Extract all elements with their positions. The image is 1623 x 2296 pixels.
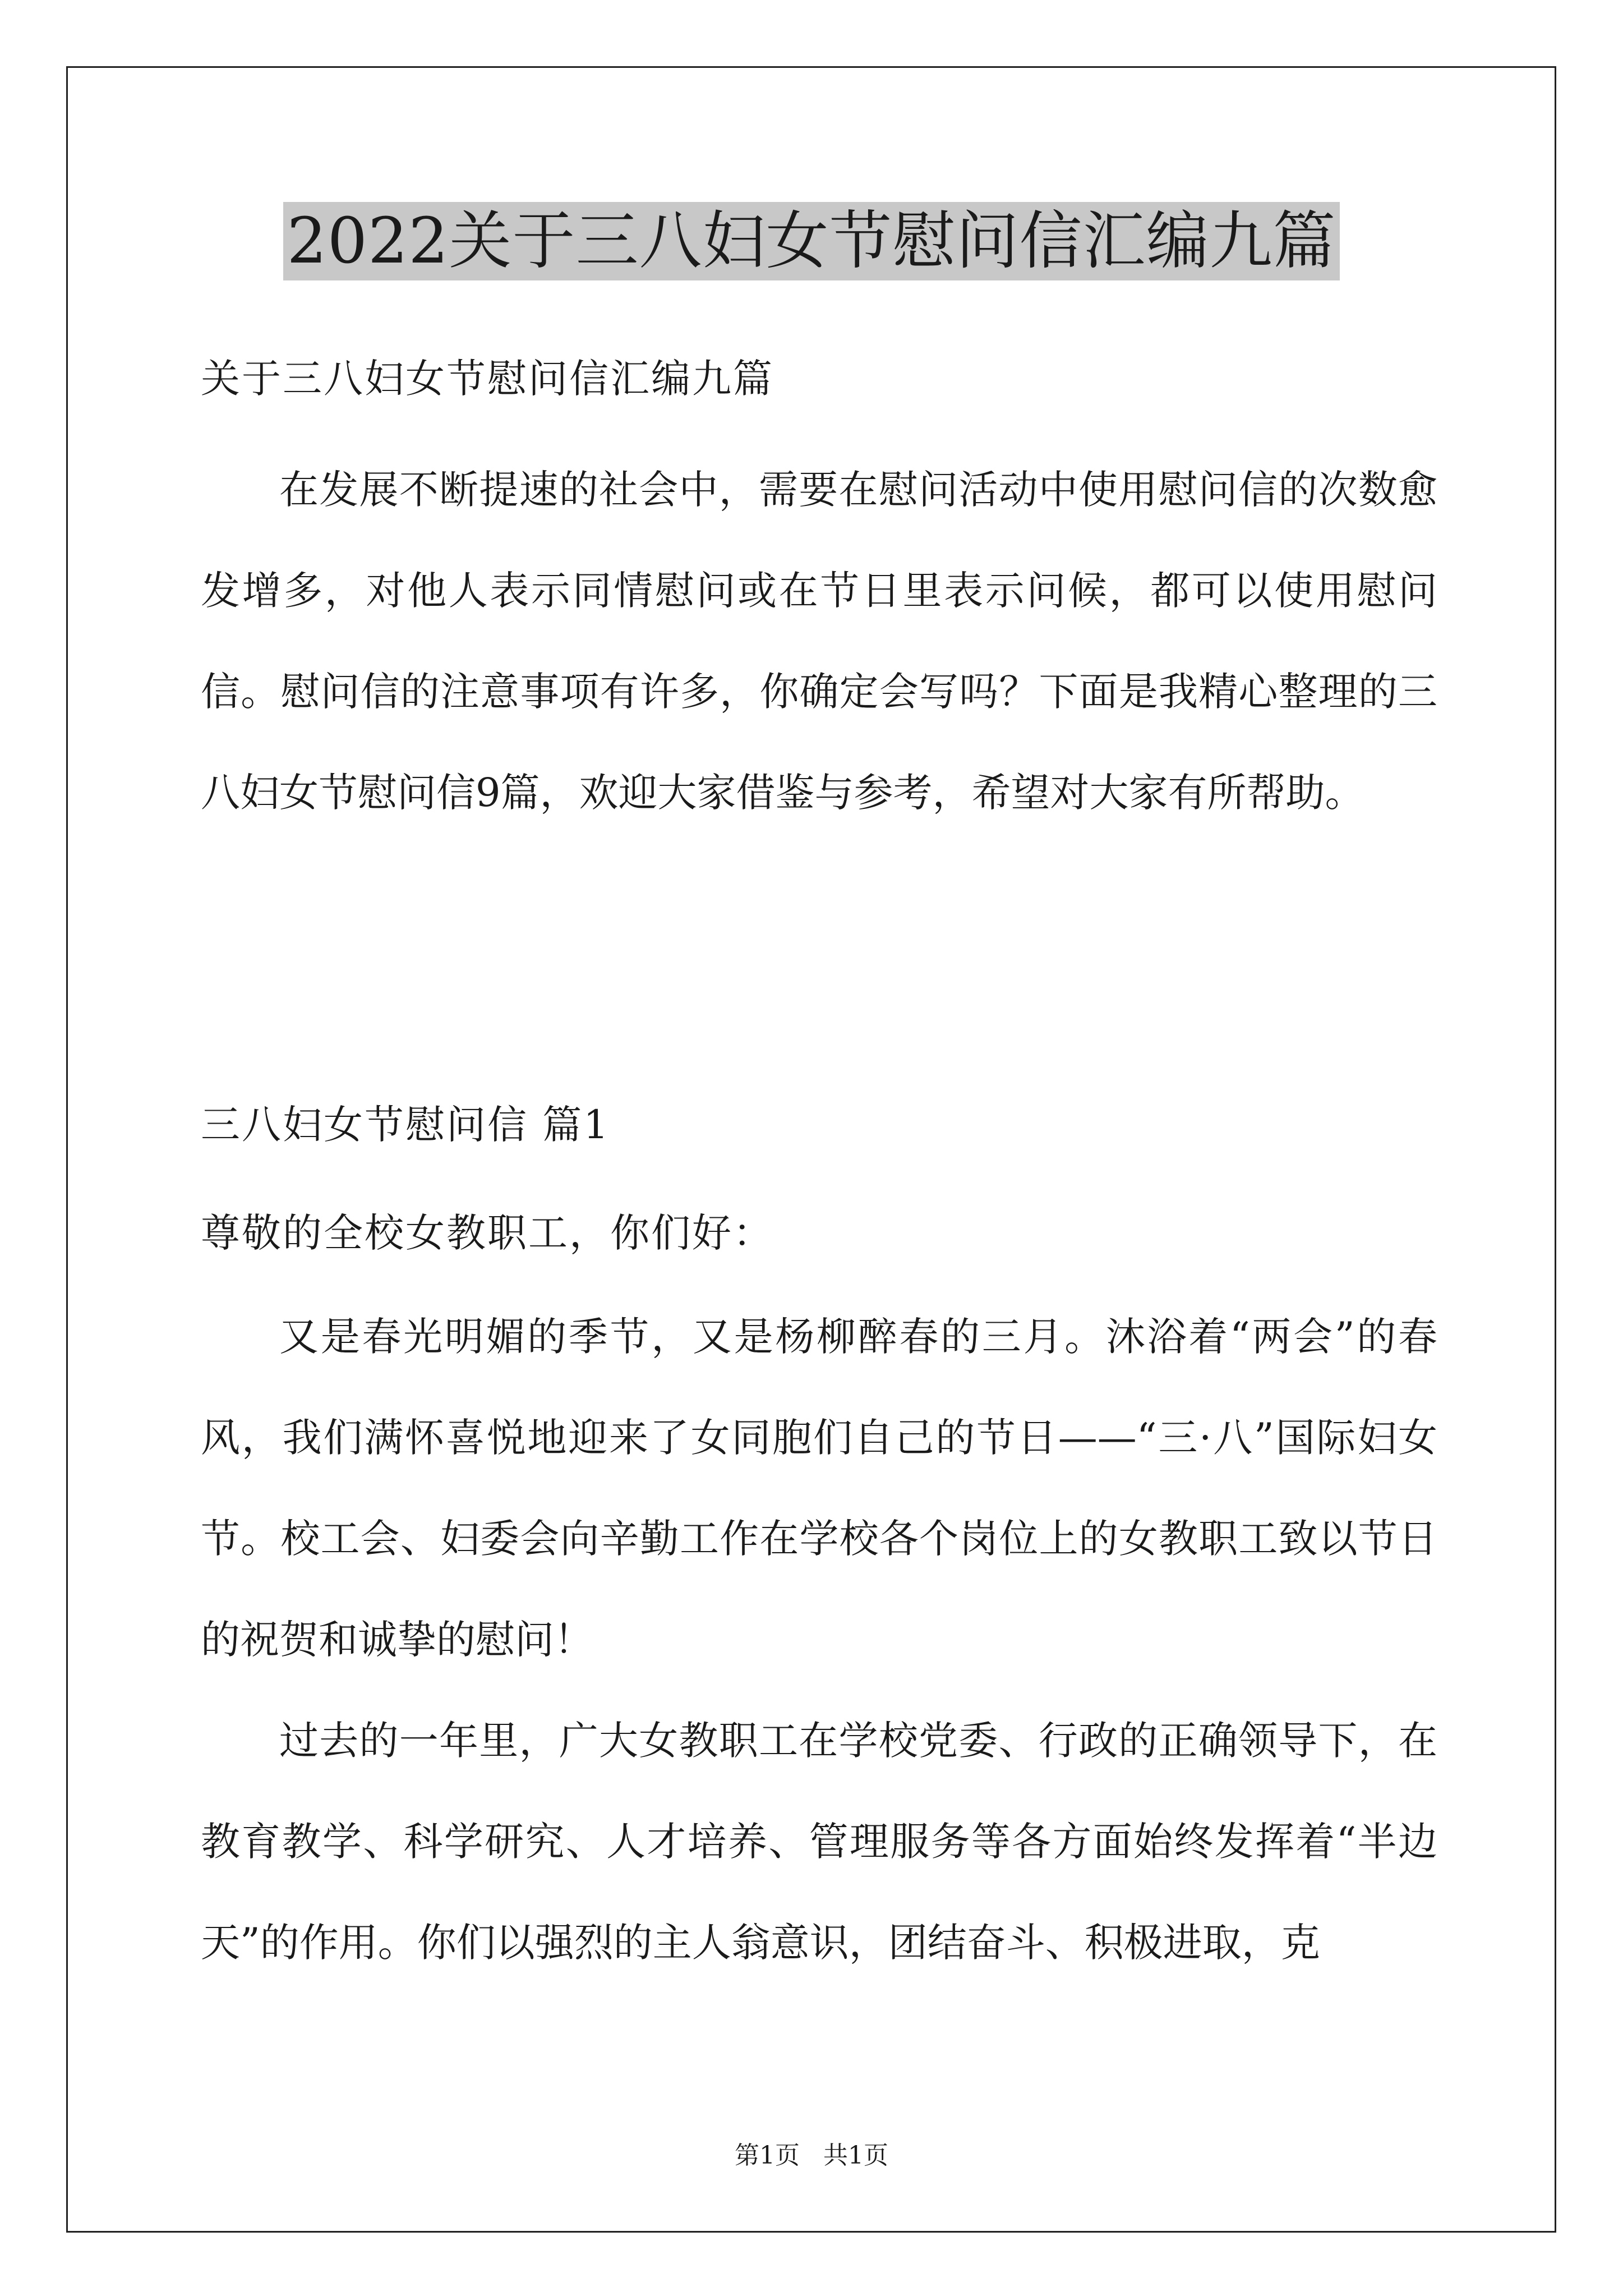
paragraph-1: 又是春光明媚的季节，又是杨柳醉春的三月。沐浴着“两会”的春风，我们满怀喜悦地迎来了女同胞们自己的节日——“三·八”国际妇女节。校工会、妇委会向辛勤工作在学校各个岗位上的女教职工致以节日的祝贺和诚挚的慰问！ xyxy=(201,1314,1437,1663)
section-heading: 三八妇女节慰问信 篇1 xyxy=(201,1102,610,1148)
paragraph-2: 过去的一年里，广大女教职工在学校党委、行政的正确领导下，在教育教学、科学研究、人才培养、管理服务等各方面始终发挥着“半边天”的作用。你们以强烈的主人翁意识，团结奋斗、积极进取，克 xyxy=(201,1718,1437,1966)
title-container xyxy=(0,202,1623,280)
document-title: 2022关于三八妇女节慰问信汇编九篇 xyxy=(283,202,1339,280)
intro-paragraph: 在发展不断提速的社会中，需要在慰问活动中使用慰问信的次数愈发增多，对他人表示同情慰问或在节日里表示问候，都可以使用慰问信。慰问信的注意事项有许多，你确定会写吗？下面是我精心整理的三八妇女节慰问信9篇，欢迎大家借鉴与参考，希望对大家有所帮助。 xyxy=(201,467,1437,816)
document-subtitle: 关于三八妇女节慰问信汇编九篇 xyxy=(201,356,774,402)
page-footer: 第1页 共1页 xyxy=(735,2141,888,2170)
salutation: 尊敬的全校女教职工，你们好： xyxy=(201,1210,774,1256)
